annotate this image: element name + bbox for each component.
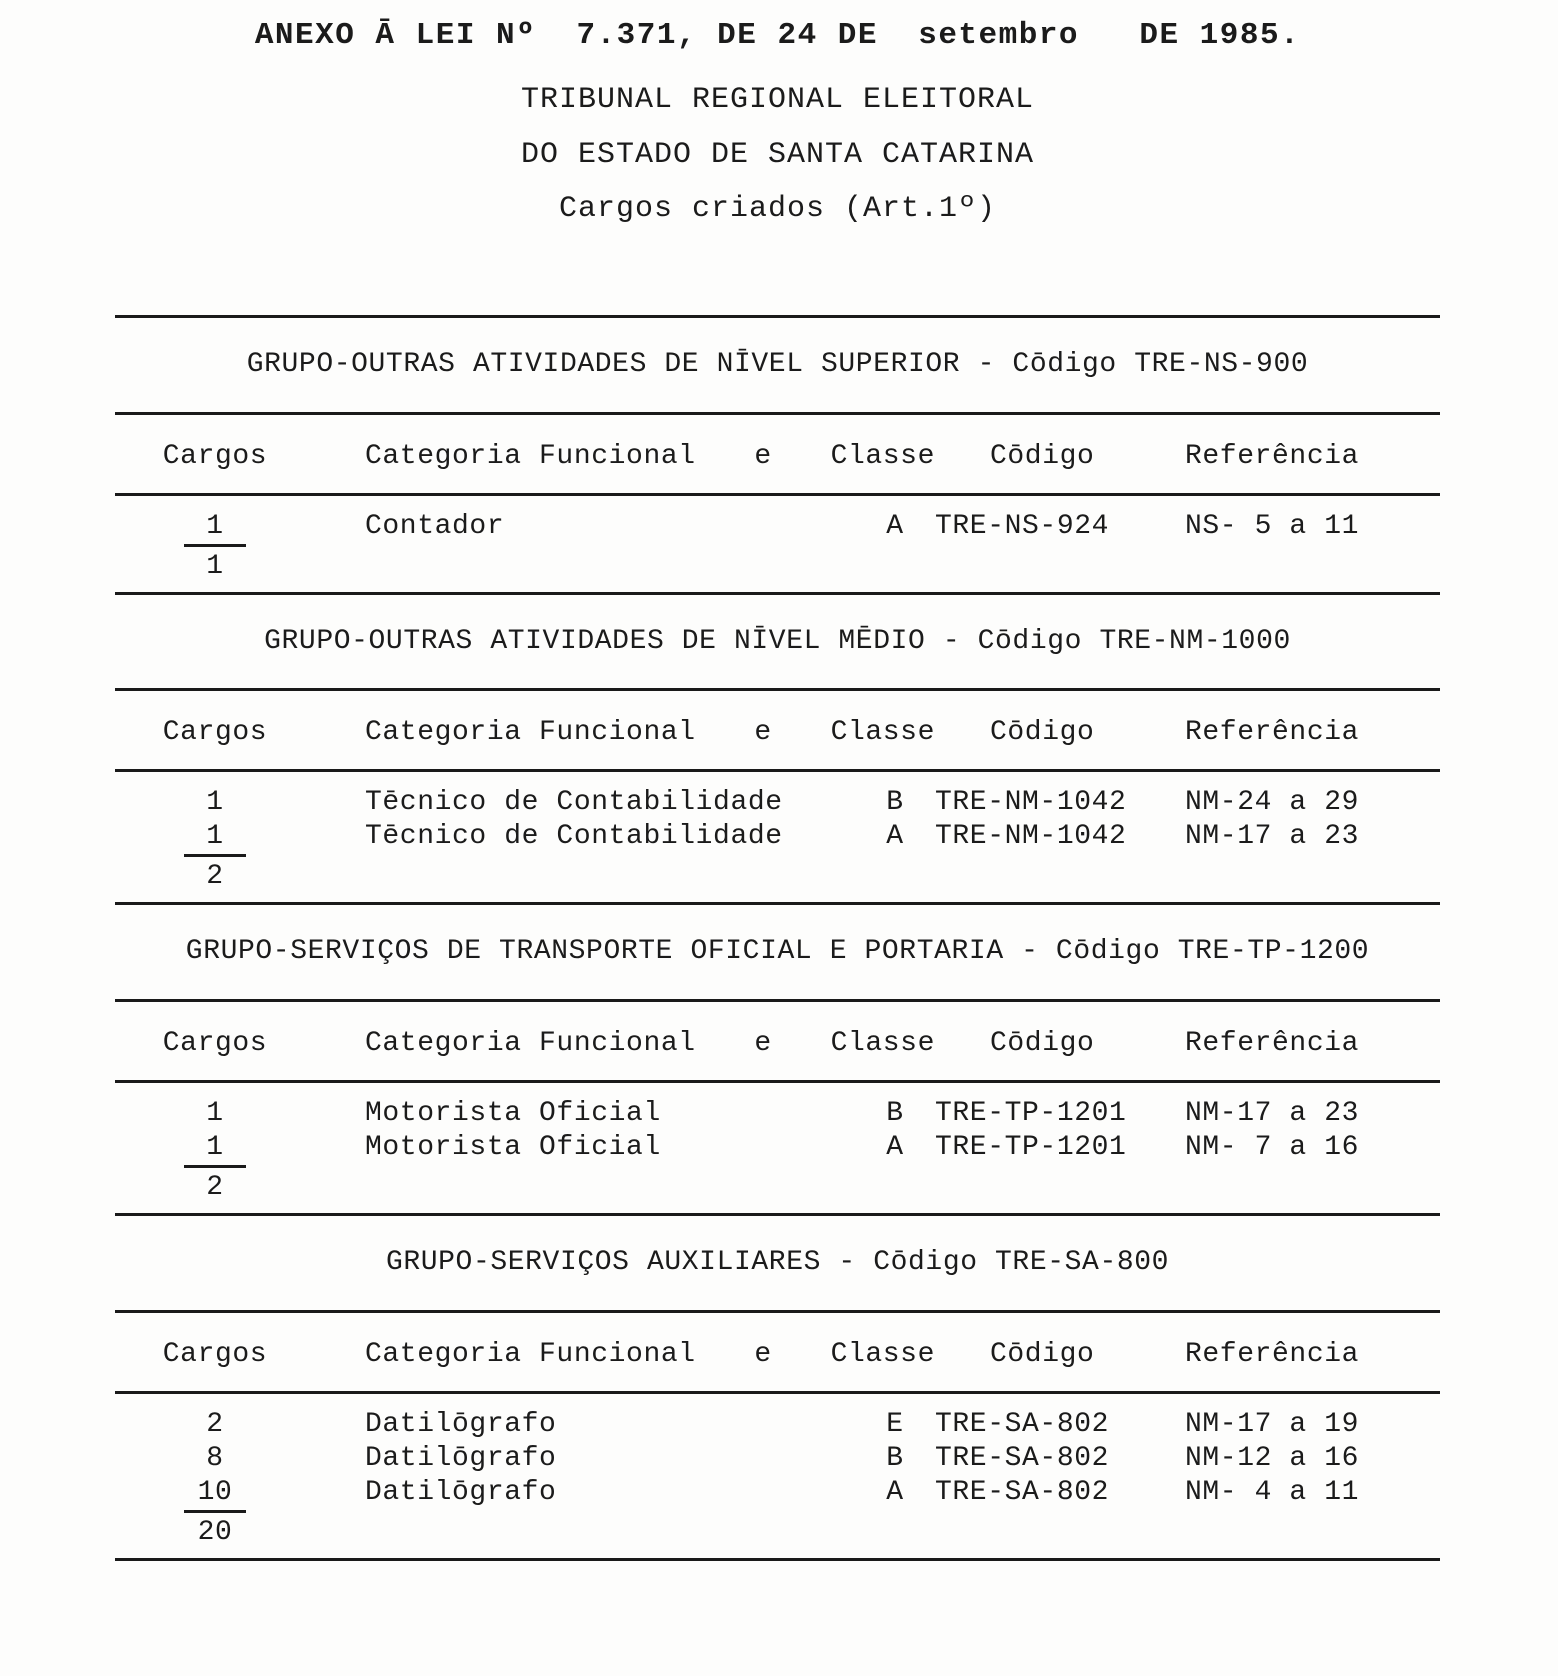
annex-title: ANEXO Ā LEI Nº 7.371, DE 24 DE setembro DE 1985. — [254, 18, 1301, 53]
column-header-referencia: Referência — [1185, 1028, 1360, 1060]
cell-classe: E — [886, 1408, 904, 1440]
cell-referencia: NM-17 a 23 — [1185, 1098, 1360, 1130]
table-row — [115, 510, 1440, 544]
column-header-categoria: Categoria Funcional — [365, 1028, 696, 1060]
cell-referencia: NM-17 a 23 — [1185, 821, 1360, 853]
cell-cargos: 1 — [206, 1098, 224, 1130]
table-row — [115, 1097, 1440, 1131]
cell-classe: A — [886, 1476, 904, 1508]
cell-referencia: NM-12 a 16 — [1185, 1442, 1360, 1474]
cell-classe: B — [886, 1098, 904, 1130]
section-body — [115, 1083, 1440, 1213]
column-header-classe: Classe — [830, 1338, 935, 1370]
cell-codigo: TRE-SA-802 — [935, 1442, 1110, 1474]
cell-referencia: NM- 7 a 16 — [1185, 1132, 1360, 1164]
cell-cargos: 10 — [197, 1476, 233, 1508]
cell-referencia: NM- 4 a 11 — [1185, 1476, 1360, 1508]
section-total-row — [115, 854, 1440, 894]
document-subtitle: Cargos criados (Art.1º) — [558, 192, 997, 227]
cell-cargos: 2 — [206, 1408, 224, 1440]
table-row — [115, 1476, 1440, 1510]
org-name-line1: TRIBUNAL REGIONAL ELEITORAL — [520, 83, 1035, 117]
column-header-referencia: Referência — [1185, 717, 1360, 749]
column-header-cargos: Cargos — [162, 717, 268, 749]
column-header-conjunction: e — [754, 1028, 772, 1060]
table-row — [115, 1131, 1440, 1165]
org-name-line2: DO ESTADO DE SANTA CATARINA — [520, 137, 1035, 172]
column-header-classe: Classe — [830, 440, 935, 472]
section-title: GRUPO-OUTRAS ATIVIDADES DE NĪVEL SUPERIOR - Cōdigo TRE-NS-900 — [246, 348, 1309, 380]
cell-referencia: NM-24 a 29 — [1185, 787, 1360, 819]
column-header-conjunction: e — [754, 717, 772, 749]
column-header-cargos: Cargos — [162, 1028, 268, 1060]
section-total-row — [115, 1165, 1440, 1205]
table-row — [115, 820, 1440, 854]
cell-cargos: 1 — [206, 821, 224, 853]
document-header — [115, 18, 1440, 237]
cell-codigo: TRE-NM-1042 — [935, 821, 1127, 853]
section-total: 2 — [184, 1165, 246, 1205]
cell-classe: A — [886, 821, 904, 853]
cell-classe: A — [886, 510, 904, 542]
cell-classe: B — [886, 1442, 904, 1474]
cell-codigo: TRE-NM-1042 — [935, 787, 1127, 819]
cell-categoria: Datilōgrafo — [365, 1476, 557, 1508]
section-total: 20 — [184, 1510, 247, 1550]
column-header-referencia: Referência — [1185, 440, 1360, 472]
cell-categoria: Datilōgrafo — [365, 1408, 557, 1440]
table-row — [115, 1408, 1440, 1442]
column-header-categoria: Categoria Funcional — [365, 1338, 696, 1370]
cell-categoria: Contador — [365, 510, 505, 542]
cell-cargos: 1 — [206, 510, 224, 542]
cell-codigo: TRE-SA-802 — [935, 1476, 1110, 1508]
cell-codigo: TRE-NS-924 — [935, 510, 1110, 542]
table-section-servicos-auxiliares — [115, 1213, 1440, 1558]
cell-codigo: TRE-TP-1201 — [935, 1132, 1127, 1164]
section-body — [115, 1394, 1440, 1558]
section-total: 1 — [184, 544, 246, 584]
section-title: GRUPO-SERVIÇOS DE TRANSPORTE OFICIAL E PORTARIA - Cōdigo TRE-TP-1200 — [185, 936, 1370, 968]
section-body — [115, 772, 1440, 902]
cell-referencia: NM-17 a 19 — [1185, 1408, 1360, 1440]
cell-cargos: 1 — [206, 1132, 224, 1164]
cell-categoria: Motorista Oficial — [365, 1098, 661, 1130]
section-total: 2 — [184, 854, 246, 894]
column-header-categoria-classe — [315, 1337, 935, 1373]
column-header-cargos: Cargos — [162, 440, 268, 472]
cell-codigo: TRE-SA-802 — [935, 1408, 1110, 1440]
cell-cargos: 1 — [206, 787, 224, 819]
section-body — [115, 496, 1440, 592]
column-header-categoria-classe — [315, 715, 935, 751]
column-header-categoria: Categoria Funcional — [365, 440, 696, 472]
column-header-conjunction: e — [754, 440, 772, 472]
column-header-categoria-classe — [315, 1026, 935, 1062]
column-header-codigo: Cōdigo — [990, 1028, 1095, 1060]
column-header-row — [115, 415, 1440, 493]
cell-classe: B — [886, 787, 904, 819]
column-header-categoria: Categoria Funcional — [365, 717, 696, 749]
table-section-nivel-medio — [115, 592, 1440, 903]
column-header-categoria-classe — [315, 439, 935, 475]
section-title: GRUPO-OUTRAS ATIVIDADES DE NĪVEL MĒDIO - Cōdigo TRE-NM-1000 — [264, 625, 1291, 657]
table-row — [115, 786, 1440, 820]
cell-classe: A — [886, 1132, 904, 1164]
cell-cargos: 8 — [206, 1442, 224, 1474]
cell-categoria: Tēcnico de Contabilidade — [365, 821, 783, 853]
cell-categoria: Tēcnico de Contabilidade — [365, 787, 783, 819]
cell-codigo: TRE-TP-1201 — [935, 1098, 1127, 1130]
column-header-cargos: Cargos — [162, 1338, 268, 1370]
column-header-classe: Classe — [830, 1028, 935, 1060]
column-header-codigo: Cōdigo — [990, 440, 1095, 472]
table-section-nivel-superior — [115, 315, 1440, 592]
table-row — [115, 1442, 1440, 1476]
column-header-row — [115, 1002, 1440, 1080]
column-header-row — [115, 1313, 1440, 1391]
cell-categoria: Motorista Oficial — [365, 1132, 661, 1164]
section-title: GRUPO-SERVIÇOS AUXILIARES - Cōdigo TRE-SA-800 — [385, 1247, 1170, 1279]
column-header-conjunction: e — [754, 1338, 772, 1370]
column-header-codigo: Cōdigo — [990, 717, 1095, 749]
table-section-transporte-portaria — [115, 902, 1440, 1213]
horizontal-rule — [115, 1558, 1440, 1561]
column-header-classe: Classe — [830, 717, 935, 749]
column-header-codigo: Cōdigo — [990, 1338, 1095, 1370]
section-total-row — [115, 544, 1440, 584]
column-header-referencia: Referência — [1185, 1338, 1360, 1370]
column-header-row — [115, 691, 1440, 769]
cell-referencia: NS- 5 a 11 — [1185, 510, 1360, 542]
section-total-row — [115, 1510, 1440, 1550]
cell-categoria: Datilōgrafo — [365, 1442, 557, 1474]
